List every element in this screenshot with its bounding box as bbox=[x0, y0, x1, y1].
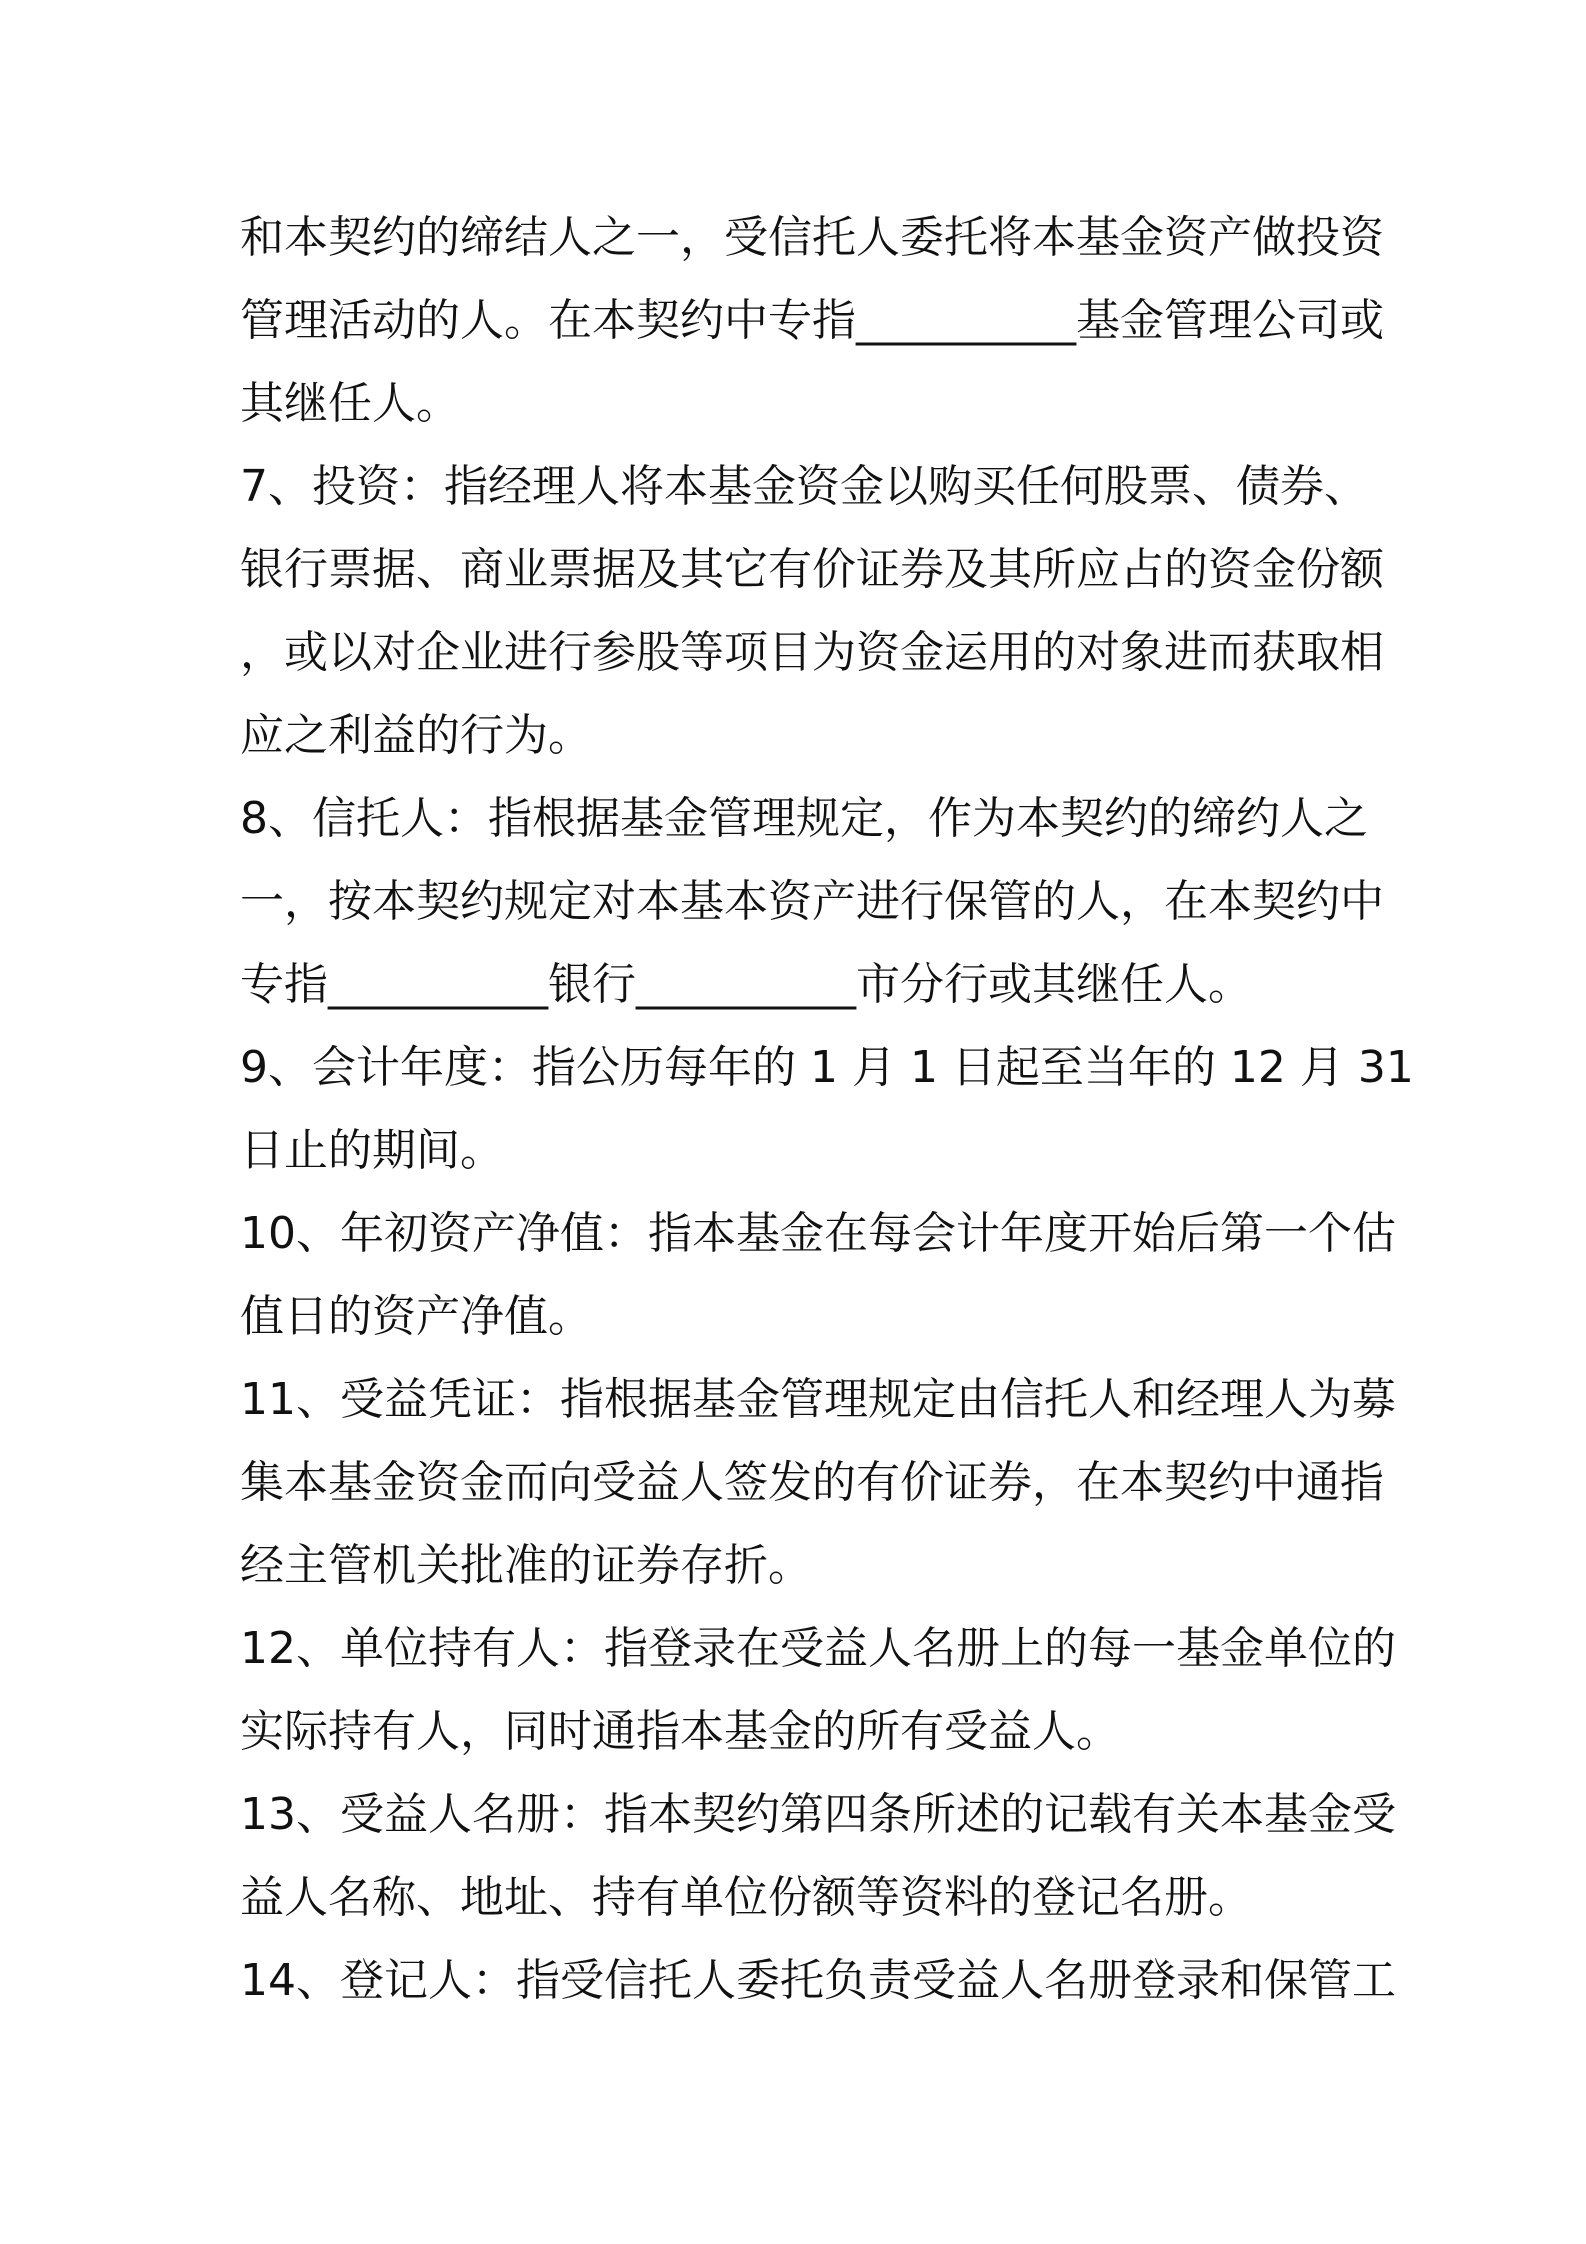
text-line: 应之利益的行为。 bbox=[240, 710, 592, 761]
text-line: 10、年初资产净值：指本基金在每会计年度开始后第一个估 bbox=[240, 1208, 1396, 1259]
text-line: 一，按本契约规定对本基本资产进行保管的人，在本契约中 bbox=[240, 876, 1384, 927]
text-line: 11、受益凭证：指根据基金管理规定由信托人和经理人为募 bbox=[240, 1374, 1396, 1425]
text-line: 8、信托人：指根据基金管理规定，作为本契约的缔约人之 bbox=[240, 793, 1368, 844]
text-line: 和本契约的缔结人之一，受信托人委托将本基金资产做投资 bbox=[240, 212, 1384, 263]
text-line: 值日的资产净值。 bbox=[240, 1291, 592, 1342]
text-line: 经主管机关批准的证券存折。 bbox=[240, 1540, 812, 1591]
document-body bbox=[240, 196, 1414, 2022]
text-line: 其继任人。 bbox=[240, 378, 460, 429]
text-line: 14、登记人：指受信托人委托负责受益人名册登录和保管工 bbox=[240, 1955, 1396, 2006]
text-line: 益人名称、地址、持有单位份额等资料的登记名册。 bbox=[240, 1872, 1252, 1923]
text-line: 实际持有人，同时通指本基金的所有受益人。 bbox=[240, 1706, 1120, 1757]
text-line: 12、单位持有人：指登录在受益人名册上的每一基金单位的 bbox=[240, 1623, 1396, 1674]
text-line: 集本基金资金而向受益人签发的有价证券，在本契约中通指 bbox=[240, 1457, 1384, 1508]
text-line: 9、会计年度：指公历每年的 1 月 1 日起至当年的 12 月 31 bbox=[240, 1042, 1414, 1093]
text-line: 日止的期间。 bbox=[240, 1125, 504, 1176]
text-line: 13、受益人名册：指本契约第四条所述的记载有关本基金受 bbox=[240, 1789, 1396, 1840]
text-line: 银行票据、商业票据及其它有价证券及其所应占的资金份额 bbox=[240, 544, 1384, 595]
text-line: 7、投资：指经理人将本基金资金以购买任何股票、债券、 bbox=[240, 461, 1368, 512]
text-line: 管理活动的人。在本契约中专指__________基金管理公司或 bbox=[240, 295, 1384, 346]
text-line: 专指__________银行__________市分行或其继任人。 bbox=[240, 959, 1252, 1010]
text-line: ，或以对企业进行参股等项目为资金运用的对象进而获取相 bbox=[240, 627, 1384, 678]
paragraph-lines bbox=[240, 196, 1414, 2022]
